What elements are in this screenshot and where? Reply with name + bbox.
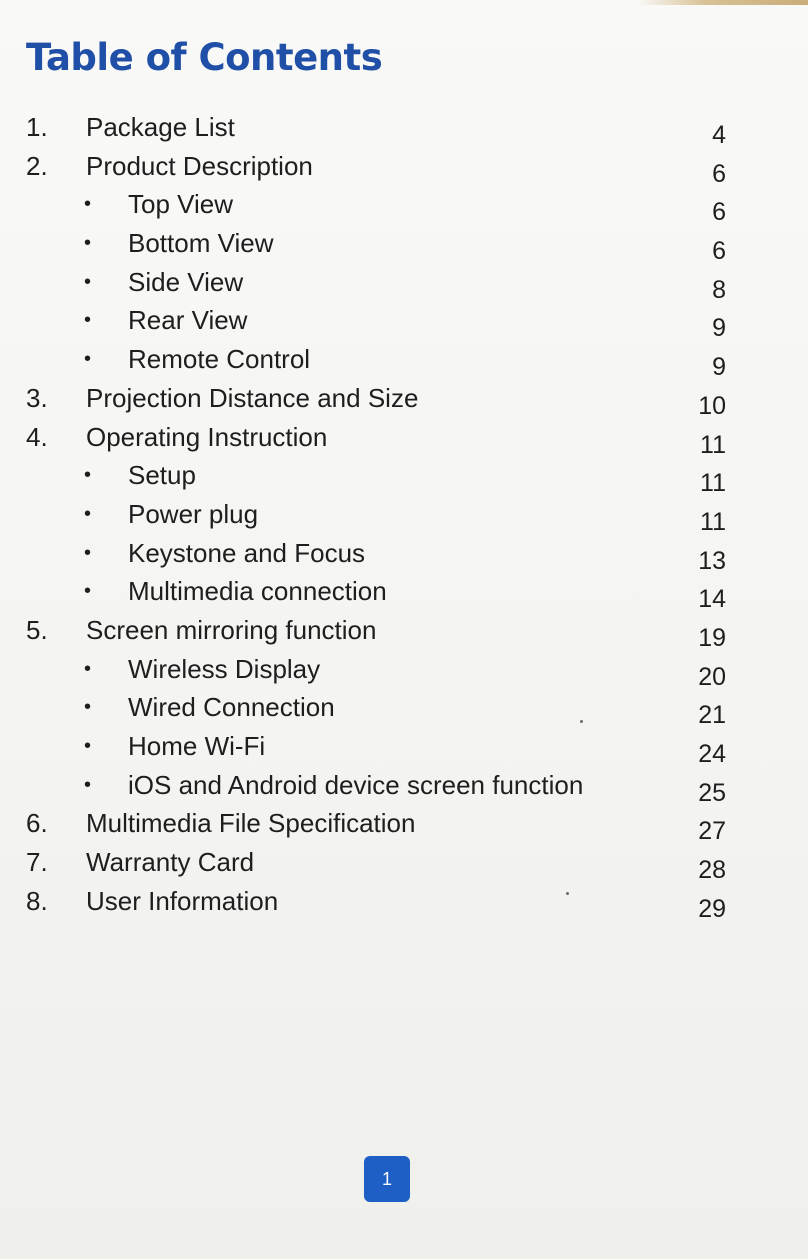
toc-subentry — [0, 456, 808, 498]
toc-subentry — [0, 650, 808, 689]
toc-subentry — [0, 727, 808, 766]
toc-entry-label: Package List — [86, 112, 235, 142]
table-of-contents — [0, 108, 808, 923]
bullet-icon: • — [84, 309, 92, 332]
toc-entry-page: 4 — [712, 121, 726, 149]
toc-subentry-label: Wired Connection — [128, 692, 335, 723]
toc-subentry-label: Wireless Display — [128, 653, 321, 684]
toc-subentry-page: 25 — [698, 778, 726, 807]
toc-subentry — [0, 572, 808, 614]
toc-subentry-label: Top View — [128, 189, 234, 220]
bullet-icon: • — [84, 580, 92, 603]
toc-subentry-page: 6 — [712, 198, 726, 227]
toc-entry-page: 28 — [698, 856, 726, 885]
toc-entry-label: Product Description — [86, 150, 313, 181]
toc-entry-label: Screen mirroring function — [86, 614, 377, 645]
toc-subentry-label: Remote Control — [128, 344, 311, 375]
toc-entry — [0, 843, 808, 885]
toc-entry-number: 7. — [26, 847, 48, 878]
toc-entry-page: 29 — [698, 894, 726, 923]
toc-entry-number: 5. — [26, 614, 48, 645]
toc-entry-label: Operating Instruction — [86, 421, 328, 452]
toc-subentry-page: 20 — [698, 662, 726, 691]
toc-subentry-label: Home Wi-Fi — [128, 731, 266, 761]
page-edge-strip — [638, 0, 808, 5]
toc-subentry-label: Power plug — [128, 498, 259, 529]
toc-subentry-label: iOS and Android device screen function — [128, 769, 584, 800]
toc-subentry — [0, 534, 808, 573]
toc-subentry-page: 6 — [712, 237, 726, 266]
toc-subentry-page: 9 — [712, 353, 726, 382]
toc-entry-number: 1. — [26, 112, 48, 142]
bullet-icon: • — [84, 696, 92, 719]
toc-entry — [0, 418, 808, 457]
toc-entry-label: Multimedia File Specification — [86, 808, 416, 839]
bullet-icon: • — [84, 270, 92, 293]
toc-entry — [0, 147, 808, 186]
toc-entry-number: 4. — [26, 421, 48, 452]
toc-subentry-label: Bottom View — [128, 228, 274, 259]
toc-subentry-label: Keystone and Focus — [128, 537, 366, 568]
bullet-icon: • — [84, 348, 92, 371]
toc-subentry — [0, 185, 808, 227]
toc-entry-page: 11 — [700, 430, 726, 459]
toc-subentry-page: 8 — [712, 275, 726, 304]
toc-subentry-page: 11 — [700, 507, 726, 536]
toc-subentry-label: Multimedia connection — [128, 576, 387, 607]
toc-subentry-page: 9 — [712, 314, 726, 343]
toc-subentry — [0, 688, 808, 730]
page-number-badge: 1 — [364, 1156, 410, 1202]
toc-entry-label: Projection Distance and Size — [86, 382, 419, 413]
toc-subentry — [0, 766, 808, 805]
bullet-icon: • — [84, 541, 92, 564]
toc-entry-page: 10 — [698, 391, 726, 420]
toc-entry-page: 27 — [698, 817, 726, 846]
toc-entry — [0, 108, 808, 147]
toc-subentry — [0, 495, 808, 534]
toc-entry-number: 6. — [26, 808, 48, 839]
bullet-icon: • — [84, 735, 92, 757]
toc-subentry-page: 24 — [698, 740, 726, 768]
toc-subentry — [0, 340, 808, 382]
toc-subentry-page: 21 — [698, 701, 726, 730]
page-title: Table of Contents — [26, 36, 383, 79]
toc-entry-number: 2. — [26, 150, 48, 181]
toc-entry-label: Warranty Card — [86, 847, 255, 878]
toc-entry — [0, 611, 808, 650]
toc-entry — [0, 804, 808, 846]
toc-entry — [0, 882, 808, 921]
toc-subentry-page: 11 — [700, 469, 726, 498]
paper-speck — [566, 892, 569, 895]
bullet-icon: • — [84, 464, 92, 487]
bullet-icon: • — [84, 502, 92, 525]
toc-subentry-page: 13 — [698, 546, 726, 575]
toc-subentry-label: Rear View — [128, 305, 248, 336]
toc-subentry — [0, 301, 808, 343]
toc-subentry — [0, 224, 808, 266]
toc-entry-page: 6 — [712, 159, 726, 188]
bullet-icon: • — [84, 773, 92, 796]
toc-subentry-label: Side View — [128, 266, 244, 297]
bullet-icon: • — [84, 193, 92, 216]
toc-subentry — [0, 263, 808, 302]
toc-subentry-label: Setup — [128, 460, 196, 491]
bullet-icon: • — [84, 232, 92, 255]
toc-entry-number: 3. — [26, 382, 48, 413]
toc-entry-number: 8. — [26, 885, 48, 916]
paper-speck — [580, 720, 583, 723]
toc-entry-label: User Information — [86, 885, 279, 916]
toc-subentry-page: 14 — [698, 585, 726, 614]
toc-entry-page: 19 — [698, 623, 726, 652]
bullet-icon: • — [84, 657, 92, 680]
toc-entry — [0, 379, 808, 418]
